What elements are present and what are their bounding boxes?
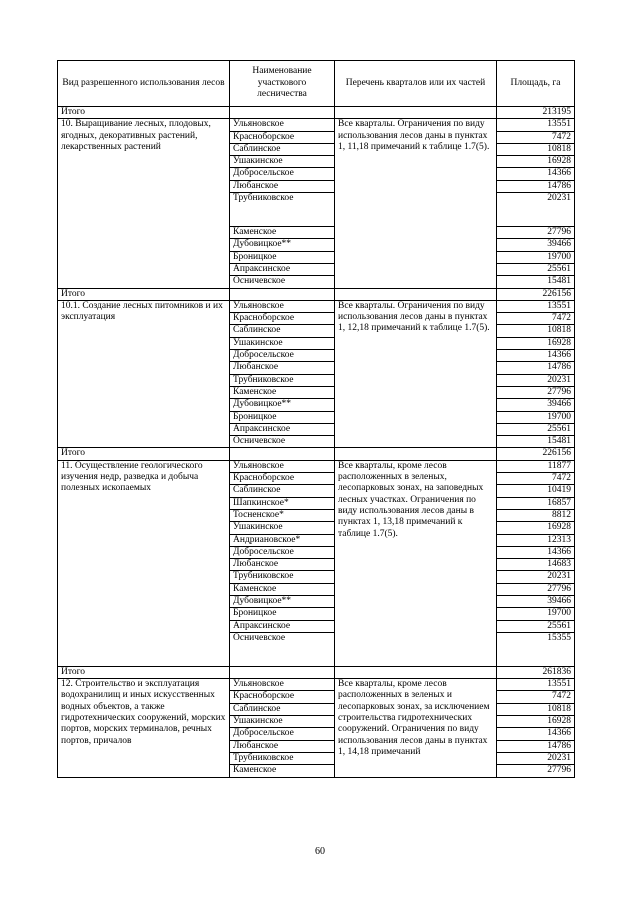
area-cell: 20231 bbox=[497, 374, 575, 386]
area-cell: 25561 bbox=[497, 620, 575, 632]
total-value: 226156 bbox=[497, 448, 575, 460]
forestry-cell: Красноборское bbox=[230, 313, 335, 325]
total-label: Итого bbox=[58, 448, 230, 460]
forestry-cell: Дубовицкое** bbox=[230, 239, 335, 251]
area-cell: 15481 bbox=[497, 276, 575, 288]
total-row bbox=[58, 288, 575, 300]
quarters-cell: Все кварталы, кроме лесов расположенных в зеленых, лесопарковых зонах, на заповедных лесных участках. Ограничения по виду использования лесов даны в пунктах 1, 13,18 примечаний к таблице 1.7(5). bbox=[335, 460, 497, 666]
forestry-cell: Осничевское bbox=[230, 436, 335, 448]
header-quarters: Перечень кварталов или их частей bbox=[335, 61, 497, 107]
area-cell: 19700 bbox=[497, 608, 575, 620]
forestry-cell: Осничевское bbox=[230, 632, 335, 666]
area-cell: 15481 bbox=[497, 436, 575, 448]
total-row bbox=[58, 666, 575, 678]
forestry-cell: Саблинское bbox=[230, 325, 335, 337]
forestry-cell: Любанское bbox=[230, 362, 335, 374]
forestry-cell: Каменское bbox=[230, 386, 335, 398]
empty-cell bbox=[230, 666, 335, 678]
forest-use-table bbox=[57, 60, 575, 778]
forestry-cell: Осничевское bbox=[230, 276, 335, 288]
area-cell: 14366 bbox=[497, 168, 575, 180]
forestry-cell: Тосненское* bbox=[230, 509, 335, 521]
total-value: 226156 bbox=[497, 288, 575, 300]
area-cell: 13551 bbox=[497, 300, 575, 312]
forestry-cell: Броницкое bbox=[230, 411, 335, 423]
total-row bbox=[58, 107, 575, 119]
empty-cell bbox=[335, 107, 497, 119]
area-cell: 7472 bbox=[497, 313, 575, 325]
table-row bbox=[58, 679, 575, 691]
forestry-cell: Добросельское bbox=[230, 350, 335, 362]
empty-cell bbox=[335, 288, 497, 300]
forestry-cell: Ушакинское bbox=[230, 337, 335, 349]
area-cell: 20231 bbox=[497, 752, 575, 764]
page-number: 60 bbox=[315, 846, 325, 857]
area-cell: 10419 bbox=[497, 485, 575, 497]
area-cell: 7472 bbox=[497, 473, 575, 485]
table-row bbox=[58, 460, 575, 472]
total-label: Итого bbox=[58, 107, 230, 119]
area-cell: 19700 bbox=[497, 251, 575, 263]
area-cell: 13551 bbox=[497, 679, 575, 691]
area-cell: 14366 bbox=[497, 350, 575, 362]
forestry-cell: Саблинское bbox=[230, 703, 335, 715]
forestry-cell: Ульяновское bbox=[230, 460, 335, 472]
empty-cell bbox=[335, 666, 497, 678]
empty-cell bbox=[230, 448, 335, 460]
quarters-cell: Все кварталы. Ограничения по виду использования лесов даны в пунктах 1, 11,18 примечаний к таблице 1.7(5). bbox=[335, 119, 497, 288]
area-cell: 27796 bbox=[497, 386, 575, 398]
table-header-row bbox=[58, 61, 575, 107]
area-cell: 16928 bbox=[497, 156, 575, 168]
forestry-cell: Дубовицкое** bbox=[230, 399, 335, 411]
forestry-cell: Шапкинское* bbox=[230, 497, 335, 509]
use-type-cell: 12. Строительство и эксплуатация водохранилищ и иных искусственных водных объектов, а также гидротехнических сооружений, морских портов, морских терминалов, речных портов, причалов bbox=[58, 679, 230, 777]
area-cell: 27796 bbox=[497, 583, 575, 595]
total-label: Итого bbox=[58, 666, 230, 678]
forestry-cell: Саблинское bbox=[230, 485, 335, 497]
area-cell: 12313 bbox=[497, 534, 575, 546]
forestry-cell: Саблинское bbox=[230, 143, 335, 155]
area-cell: 39466 bbox=[497, 239, 575, 251]
area-cell: 16928 bbox=[497, 522, 575, 534]
area-cell: 16928 bbox=[497, 716, 575, 728]
use-type-cell: 11. Осуществление геологического изучения недр, разведка и добыча полезных ископаемых bbox=[58, 460, 230, 666]
quarters-cell: Все кварталы, кроме лесов расположенных в зеленых и лесопарковых зонах, за исключением строительства гидротехнических сооружений. Ограничения по виду использования лесов даны в пунктах 1, 14,18 примечаний bbox=[335, 679, 497, 777]
use-type-cell: 10. Выращивание лесных, плодовых, ягодных, декоративных растений, лекарственных растений bbox=[58, 119, 230, 288]
quarters-cell: Все кварталы. Ограничения по виду использования лесов даны в пунктах 1, 12,18 примечаний к таблице 1.7(5). bbox=[335, 300, 497, 448]
forestry-cell: Любанское bbox=[230, 740, 335, 752]
area-cell: 20231 bbox=[497, 571, 575, 583]
area-cell: 27796 bbox=[497, 227, 575, 239]
forestry-cell: Трубниковское bbox=[230, 571, 335, 583]
area-cell: 14366 bbox=[497, 728, 575, 740]
forestry-cell: Трубниковское bbox=[230, 374, 335, 386]
forestry-cell: Дубовицкое** bbox=[230, 595, 335, 607]
total-row bbox=[58, 448, 575, 460]
header-forestry: Наименование участкового лесничества bbox=[230, 61, 335, 107]
forestry-cell: Добросельское bbox=[230, 168, 335, 180]
area-cell: 13551 bbox=[497, 119, 575, 131]
area-cell: 7472 bbox=[497, 691, 575, 703]
forestry-cell: Апраксинское bbox=[230, 620, 335, 632]
area-cell: 14786 bbox=[497, 740, 575, 752]
forestry-cell: Добросельское bbox=[230, 728, 335, 740]
forestry-cell: Андриановское* bbox=[230, 534, 335, 546]
total-value: 213195 bbox=[497, 107, 575, 119]
forestry-cell: Ушакинское bbox=[230, 716, 335, 728]
area-cell: 14786 bbox=[497, 362, 575, 374]
area-cell: 15355 bbox=[497, 632, 575, 666]
use-type-cell: 10.1. Создание лесных питомников и их эксплуатация bbox=[58, 300, 230, 448]
area-cell: 39466 bbox=[497, 399, 575, 411]
area-cell: 39466 bbox=[497, 595, 575, 607]
forestry-cell: Красноборское bbox=[230, 131, 335, 143]
area-cell: 8812 bbox=[497, 509, 575, 521]
header-area: Площадь, га bbox=[497, 61, 575, 107]
forestry-cell: Каменское bbox=[230, 583, 335, 595]
forestry-cell: Ушакинское bbox=[230, 522, 335, 534]
total-label: Итого bbox=[58, 288, 230, 300]
area-cell: 19700 bbox=[497, 411, 575, 423]
area-cell: 11877 bbox=[497, 460, 575, 472]
area-cell: 14786 bbox=[497, 180, 575, 192]
forestry-cell: Каменское bbox=[230, 765, 335, 777]
area-cell: 25561 bbox=[497, 263, 575, 275]
area-cell: 14683 bbox=[497, 559, 575, 571]
empty-cell bbox=[230, 107, 335, 119]
total-value: 261836 bbox=[497, 666, 575, 678]
area-cell: 20231 bbox=[497, 193, 575, 227]
forestry-cell: Любанское bbox=[230, 559, 335, 571]
forestry-cell: Ульяновское bbox=[230, 679, 335, 691]
forestry-cell: Ульяновское bbox=[230, 119, 335, 131]
header-use-type: Вид разрешенного использования лесов bbox=[58, 61, 230, 107]
area-cell: 7472 bbox=[497, 131, 575, 143]
table-row bbox=[58, 300, 575, 312]
table-body bbox=[58, 107, 575, 778]
forestry-cell: Красноборское bbox=[230, 691, 335, 703]
area-cell: 10818 bbox=[497, 325, 575, 337]
empty-cell bbox=[230, 288, 335, 300]
forestry-cell: Любанское bbox=[230, 180, 335, 192]
forestry-cell: Броницкое bbox=[230, 608, 335, 620]
table-row bbox=[58, 119, 575, 131]
area-cell: 14366 bbox=[497, 546, 575, 558]
area-cell: 16857 bbox=[497, 497, 575, 509]
forestry-cell: Трубниковское bbox=[230, 193, 335, 227]
forestry-cell: Апраксинское bbox=[230, 263, 335, 275]
forestry-cell: Трубниковское bbox=[230, 752, 335, 764]
area-cell: 10818 bbox=[497, 143, 575, 155]
empty-cell bbox=[335, 448, 497, 460]
forestry-cell: Апраксинское bbox=[230, 423, 335, 435]
forestry-cell: Ульяновское bbox=[230, 300, 335, 312]
forestry-cell: Ушакинское bbox=[230, 156, 335, 168]
area-cell: 10818 bbox=[497, 703, 575, 715]
forestry-cell: Броницкое bbox=[230, 251, 335, 263]
forestry-cell: Добросельское bbox=[230, 546, 335, 558]
area-cell: 25561 bbox=[497, 423, 575, 435]
forestry-cell: Красноборское bbox=[230, 473, 335, 485]
forestry-cell: Каменское bbox=[230, 227, 335, 239]
area-cell: 27796 bbox=[497, 765, 575, 777]
area-cell: 16928 bbox=[497, 337, 575, 349]
